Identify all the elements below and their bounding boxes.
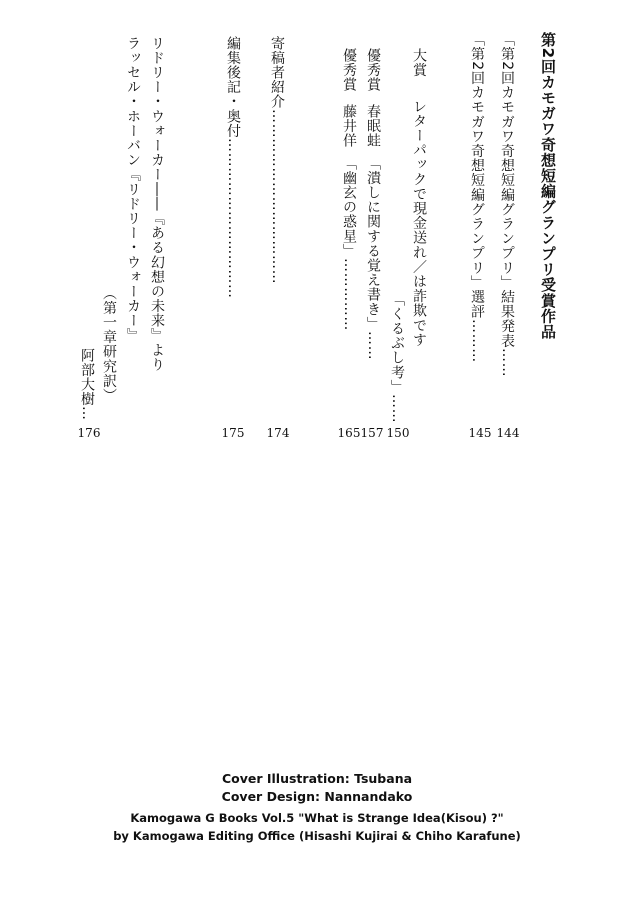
toc-page-number: 145	[468, 426, 492, 440]
toc-entry-prize: 優秀賞	[341, 48, 357, 92]
toc-entry	[366, 48, 380, 360]
toc-entry-title: 「第2回カモガワ奇想短編グランプリ」選評	[469, 32, 485, 319]
toc-entry-dots: ……………………………	[225, 138, 241, 299]
toc-page-number: 144	[496, 426, 520, 440]
toc-entry	[470, 32, 484, 363]
toc-entry-author: 藤井佯	[341, 103, 357, 148]
toc-entry	[412, 48, 426, 347]
toc-page-number: 175	[221, 426, 245, 440]
toc-entry-title-line	[390, 292, 404, 423]
toc-page-number: 174	[266, 426, 290, 440]
toc-entry-dots: ………	[469, 318, 485, 363]
toc-heading: 第2回カモガワ奇想短編グランプリ受賞作品	[539, 32, 557, 340]
toc-entry-note	[102, 286, 116, 403]
toc-page-number: 165	[337, 426, 361, 440]
toc-entry-translator-name: 阿部大樹	[79, 348, 95, 407]
toc-entry-title: 「潰しに関する覚え書き」	[365, 155, 381, 331]
toc-entry	[342, 48, 356, 331]
toc-entry-author: 春眠蛙	[365, 103, 381, 148]
toc-entry	[270, 36, 284, 284]
toc-entry-title: 「幽玄の惑星」	[341, 155, 357, 258]
toc-entry-dots: ……	[499, 348, 515, 378]
toc-entry-prize: 優秀賞	[365, 48, 381, 92]
toc-entry-dots: ……………	[341, 257, 357, 331]
toc-entry-title: 「くるぶし考」	[389, 292, 405, 395]
toc-entry-subtitle-text: ラッセル・ホーバン『リドリー・ウォーカー』	[125, 36, 141, 343]
cover-design-credit: Cover Design: Nannandako	[221, 789, 413, 804]
toc-entry	[226, 36, 240, 299]
toc-entry-dots: ………………………………	[269, 109, 285, 285]
toc-entry	[500, 32, 514, 377]
toc-page-number: 150	[386, 426, 410, 440]
toc-entry-title: 編集後記・奥付	[225, 36, 241, 139]
toc-entry	[150, 36, 164, 372]
toc-entry-title: リドリー・ウォーカー――『ある幻想の未来』より	[149, 36, 165, 372]
toc-entry-note-text: （第一章研究訳）	[101, 286, 117, 403]
toc-page-number: 157	[360, 426, 384, 440]
toc-entry-title: 「第2回カモガワ奇想短編グランプリ」結果発表	[499, 32, 515, 349]
cover-illustration-credit: Cover Illustration: Tsubana	[221, 771, 413, 786]
toc-entry-author: レターパックで現金送れ／は詐欺です	[411, 99, 427, 348]
toc-entry-dots: ……	[365, 330, 381, 361]
publisher-credit: by Kamogawa Editing Office (Hisashi Kujirai & Chiho Karafune)	[113, 829, 521, 843]
toc-entry-translator	[80, 348, 94, 421]
book-series-credit: Kamogawa G Books Vol.5 "What is Strange Idea(Kisou) ?"	[130, 811, 504, 825]
toc-entry-subtitle	[126, 36, 140, 343]
toc-entry-dots: …	[79, 406, 95, 422]
toc-entry-dots: ……	[389, 394, 405, 424]
toc-entry-prize: 大賞	[411, 48, 427, 78]
toc-entry-title: 寄稿者紹介	[269, 36, 285, 109]
toc-page-number: 176	[77, 426, 101, 440]
